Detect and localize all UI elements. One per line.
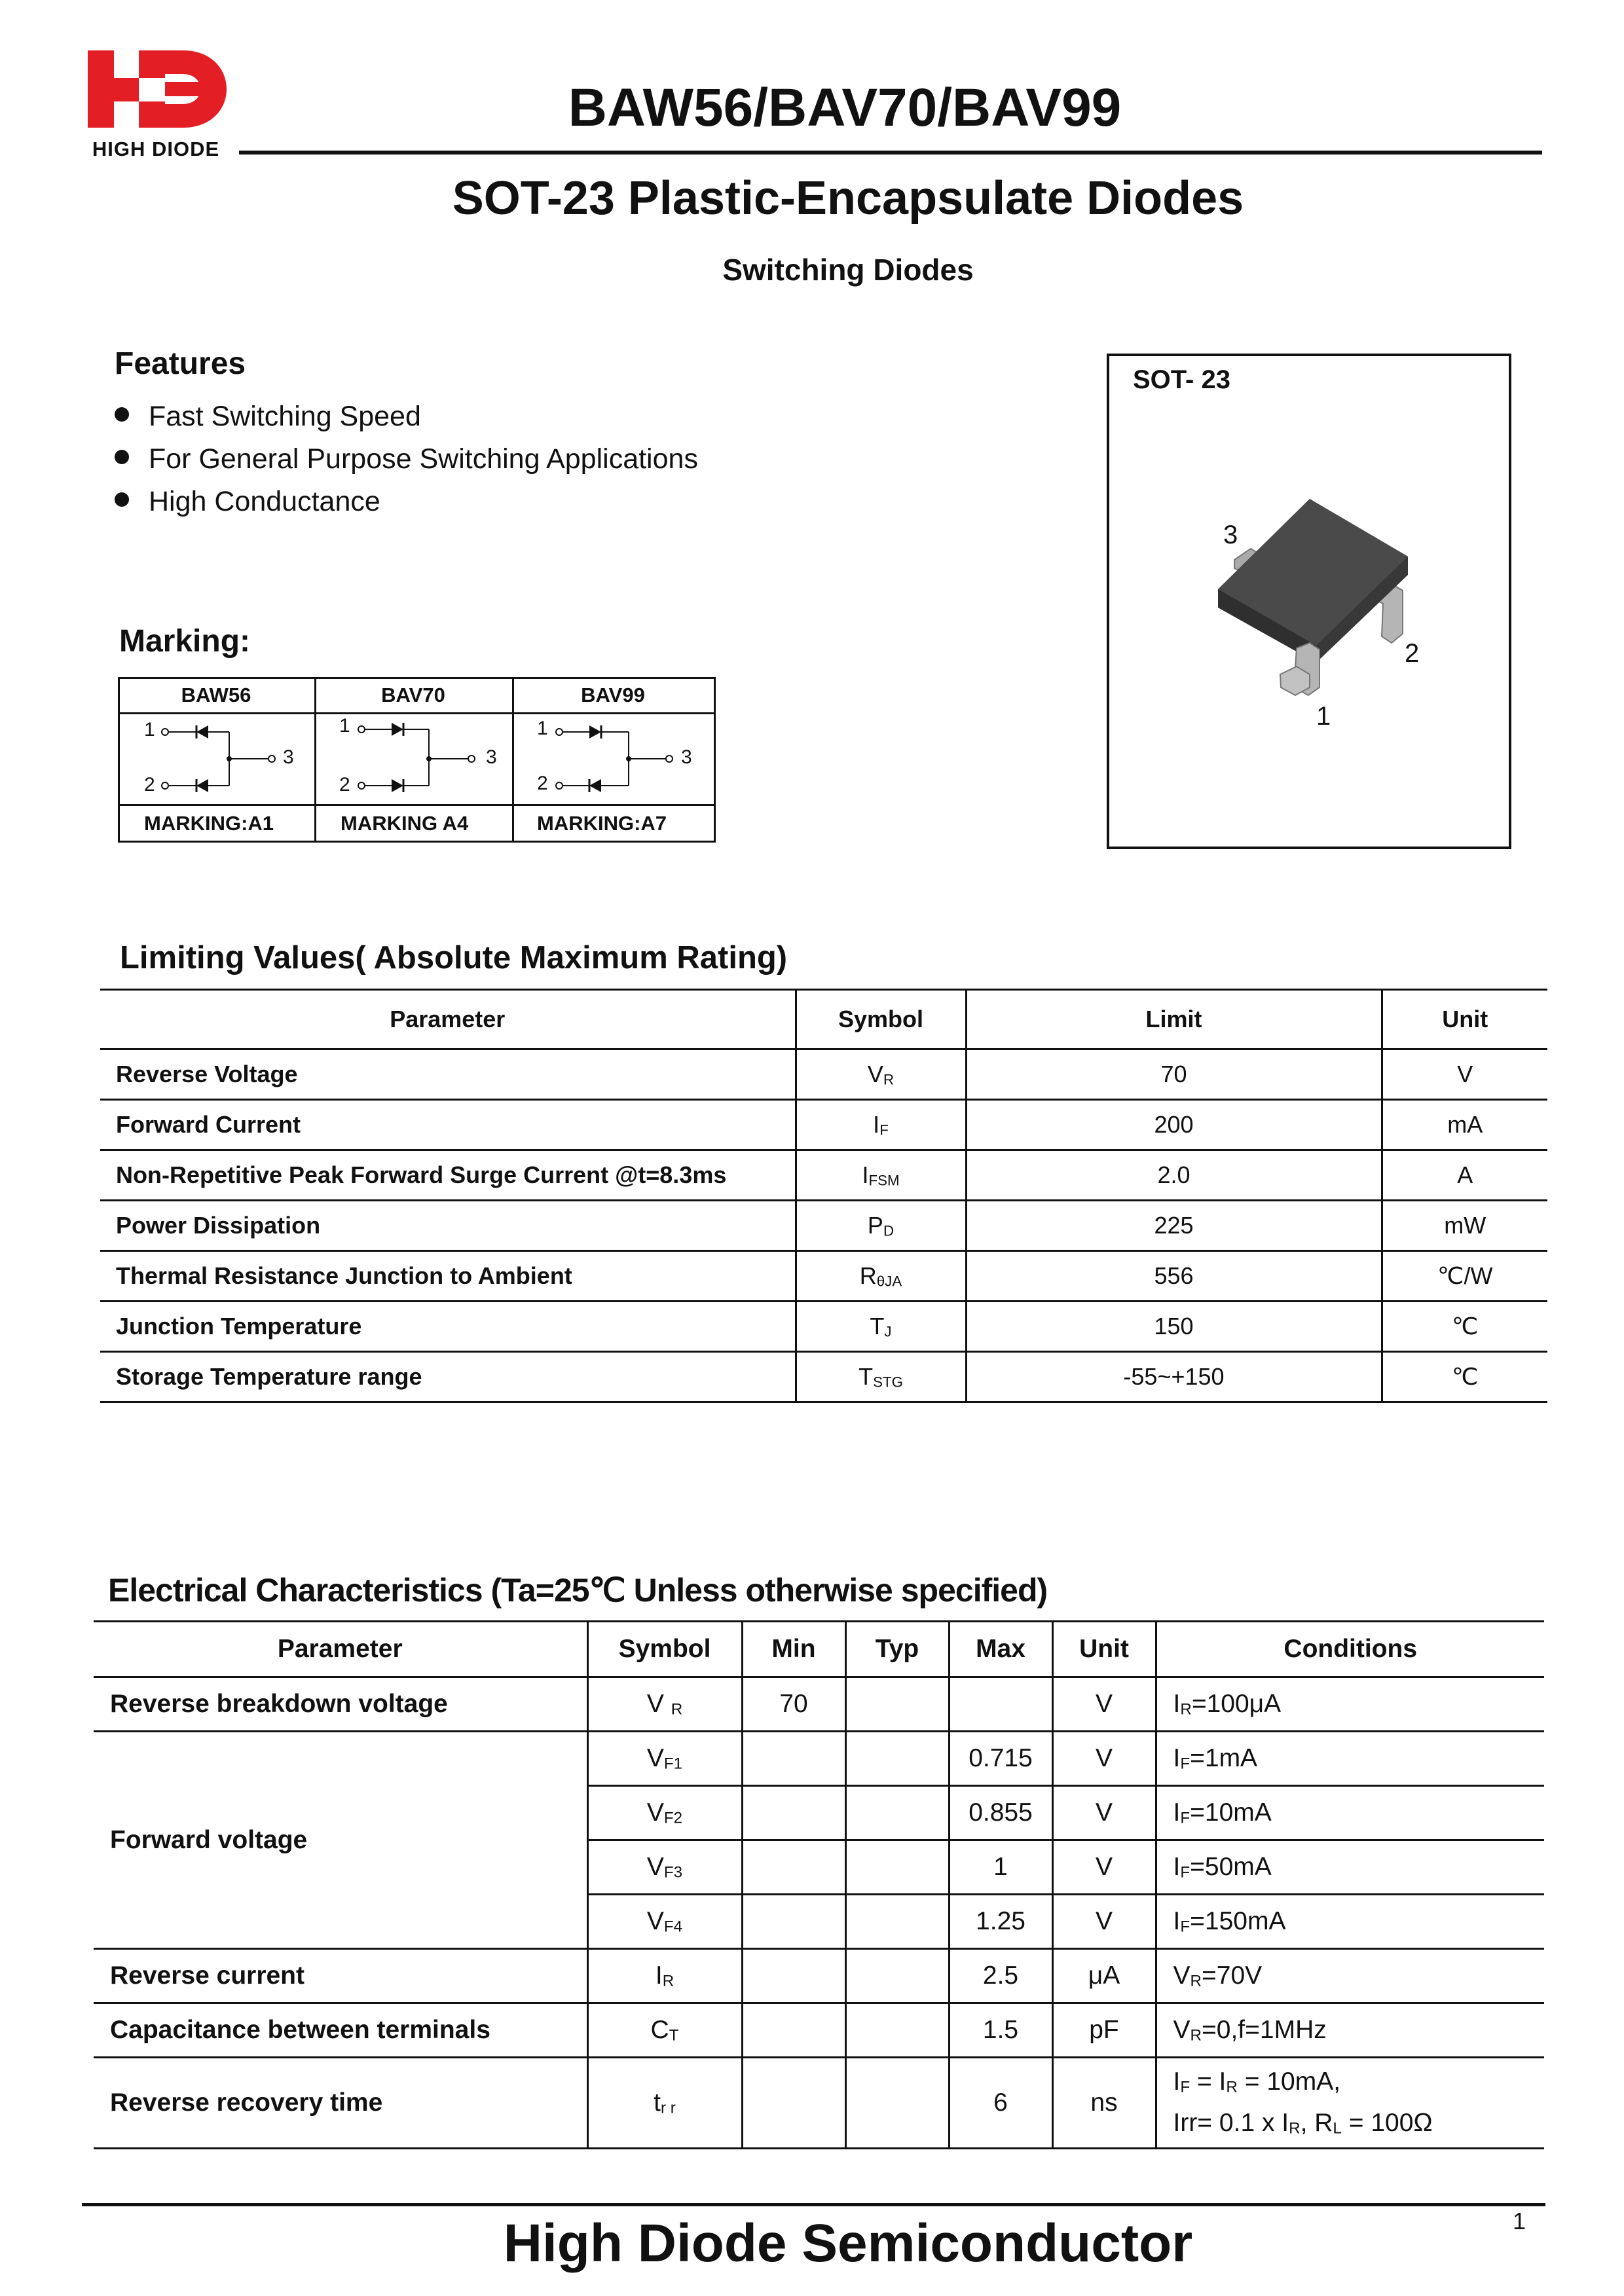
symbol-cell: $I_F$ (796, 1100, 966, 1150)
pin-label: 3 (681, 746, 692, 768)
marking-code: MARKING:A1 (144, 812, 274, 835)
document-category: Switching Diodes (722, 253, 974, 287)
symbol-cell: V $_R$ (587, 1677, 742, 1732)
document-title: BAW56/BAV70/BAV99 (568, 78, 1122, 137)
column-header: Unit (1052, 1622, 1156, 1677)
marking-col-header: BAV70 (381, 683, 445, 706)
footer-rule (82, 2203, 1545, 2206)
typ-cell (845, 1677, 949, 1732)
electrical-characteristics-table (94, 1620, 1544, 2149)
column-header: Symbol (587, 1622, 742, 1677)
limit-cell: 556 (966, 1251, 1382, 1302)
unit-cell: V (1382, 1049, 1547, 1100)
typ-cell (845, 1786, 949, 1840)
limit-cell: -55~+150 (966, 1352, 1382, 1402)
param-cell: Forward voltage (94, 1732, 587, 1949)
header-rule (239, 151, 1542, 155)
limit-cell: 150 (966, 1302, 1382, 1352)
max-cell: 1.5 (949, 2003, 1052, 2058)
table-row (100, 1352, 1547, 1402)
symbol-cell: $C_T$ (587, 2003, 742, 2058)
symbol-cell: $V_{F1}$ (587, 1732, 742, 1786)
limit-cell: 2.0 (966, 1150, 1382, 1201)
typ-cell (845, 1895, 949, 1949)
electrical-characteristics-heading: Electrical Characteristics (Ta=25℃ Unless otherwise specified) (108, 1572, 1048, 1609)
pin-label: 3 (1223, 520, 1238, 549)
condition-cell: $I_F=50mA$ (1156, 1840, 1544, 1895)
unit-cell: A (1382, 1150, 1547, 1201)
unit-cell: V (1052, 1840, 1156, 1895)
table-row (94, 1949, 1544, 2003)
param-cell: Junction Temperature (100, 1302, 796, 1352)
pin-label: 2 (1405, 639, 1420, 668)
limit-cell: 70 (966, 1049, 1382, 1100)
unit-cell: V (1052, 1732, 1156, 1786)
features-heading: Features (115, 346, 246, 381)
bullet-icon (115, 492, 129, 507)
pin-label: 3 (486, 746, 497, 768)
condition-cell: $I_R=100\mu A$ (1156, 1677, 1544, 1732)
param-cell: Reverse Voltage (100, 1049, 796, 1100)
param-cell: Capacitance between terminals (94, 2003, 587, 2058)
pin-label: 2 (144, 774, 155, 795)
table-row (100, 1100, 1547, 1150)
symbol-cell: $V_{F2}$ (587, 1786, 742, 1840)
pin-label: 3 (283, 746, 294, 768)
max-cell (949, 1677, 1052, 1732)
marking-heading: Marking: (119, 624, 251, 659)
symbol-cell: $R_{\theta JA}$ (796, 1251, 966, 1302)
table-row (94, 1677, 1544, 1732)
feature-item: High Conductance (115, 486, 380, 518)
limit-cell: 225 (966, 1201, 1382, 1251)
pin-label: 2 (339, 774, 350, 795)
unit-cell: V (1052, 1895, 1156, 1949)
logo-text: HIGH DIODE (92, 137, 220, 160)
max-cell: 2.5 (949, 1949, 1052, 2003)
table-row (100, 1150, 1547, 1201)
symbol-cell: $T_J$ (796, 1302, 966, 1352)
limiting-values-table (100, 989, 1547, 1403)
column-header: Max (949, 1622, 1052, 1677)
max-cell: 6 (949, 2058, 1052, 2149)
page-number: 1 (1513, 2208, 1526, 2234)
typ-cell (845, 1732, 949, 1786)
pin-label: 1 (339, 715, 350, 737)
min-cell (742, 2058, 845, 2149)
symbol-cell: $P_D$ (796, 1201, 966, 1251)
param-cell: Thermal Resistance Junction to Ambient (100, 1251, 796, 1302)
condition-line: $I_F = I_R = 10mA$, (1173, 2068, 1341, 2096)
param-cell: Reverse current (94, 1949, 587, 2003)
table-row (100, 1251, 1547, 1302)
bullet-icon (115, 407, 129, 422)
symbol-cell: $V_{F4}$ (587, 1895, 742, 1949)
bullet-icon (115, 450, 129, 464)
unit-cell: ns (1052, 2058, 1156, 2149)
column-header: Parameter (94, 1622, 587, 1677)
unit-cell: V (1052, 1786, 1156, 1840)
param-cell: Reverse recovery time (94, 2058, 587, 2149)
pin-label: 2 (537, 773, 548, 794)
param-cell: Reverse breakdown voltage (94, 1677, 587, 1732)
unit-cell: mA (1382, 1100, 1547, 1150)
feature-item: For General Purpose Switching Applications (115, 443, 698, 475)
condition-cell (1156, 2058, 1544, 2149)
symbol-cell: $I_{FSM}$ (796, 1150, 966, 1201)
min-cell: 70 (742, 1677, 845, 1732)
condition-cell: $V_R=70V$ (1156, 1949, 1544, 2003)
column-header: Conditions (1156, 1622, 1544, 1677)
column-header: Min (742, 1622, 845, 1677)
symbol-cell: $V_{F3}$ (587, 1840, 742, 1895)
unit-cell: ℃ (1382, 1302, 1547, 1352)
typ-cell (845, 2003, 949, 2058)
unit-cell: mW (1382, 1201, 1547, 1251)
symbol-cell: $T_{STG}$ (796, 1352, 966, 1402)
column-header: Typ (845, 1622, 949, 1677)
condition-cell: $I_F=1mA$ (1156, 1732, 1544, 1786)
max-cell: 0.715 (949, 1732, 1052, 1786)
pin-label: 1 (144, 719, 155, 740)
footer-company: High Diode Semiconductor (503, 2214, 1193, 2273)
table-row (94, 2058, 1544, 2149)
typ-cell (845, 1949, 949, 2003)
table-header-row (100, 990, 1547, 1049)
condition-cell: $I_F=150mA$ (1156, 1895, 1544, 1949)
max-cell: 0.855 (949, 1786, 1052, 1840)
param-cell: Non-Repetitive Peak Forward Surge Current @t=8.3ms (100, 1150, 796, 1201)
table-row (94, 2003, 1544, 2058)
marking-code: MARKING A4 (341, 812, 469, 835)
unit-cell: ℃ (1382, 1352, 1547, 1402)
min-cell (742, 1732, 845, 1786)
unit-cell: V (1052, 1677, 1156, 1732)
max-cell: 1 (949, 1840, 1052, 1895)
limit-cell: 200 (966, 1100, 1382, 1150)
table-row (100, 1049, 1547, 1100)
min-cell (742, 2003, 845, 2058)
param-cell: Power Dissipation (100, 1201, 796, 1251)
unit-cell: μA (1052, 1949, 1156, 2003)
unit-cell: ℃/W (1382, 1251, 1547, 1302)
pin-label: 1 (1316, 702, 1331, 731)
condition-line: Irr= 0.1 x $I_R$, $R_L = 100\Omega$ (1173, 2109, 1433, 2138)
document-subtitle: SOT-23 Plastic-Encapsulate Diodes (452, 172, 1244, 225)
symbol-cell: $I_R$ (587, 1949, 742, 2003)
condition-cell: $V_R=0,f=1MHz$ (1156, 2003, 1544, 2058)
table-header-row (94, 1622, 1544, 1677)
min-cell (742, 1895, 845, 1949)
unit-cell: pF (1052, 2003, 1156, 2058)
min-cell (742, 1840, 845, 1895)
column-header: Unit (1382, 990, 1547, 1049)
marking-col-header: BAV99 (581, 683, 645, 706)
marking-table (118, 677, 716, 843)
symbol-cell: $t_{r r}$ (587, 2058, 742, 2149)
column-header: Symbol (796, 990, 966, 1049)
package-title: SOT- 23 (1133, 365, 1230, 394)
table-row (100, 1302, 1547, 1352)
column-header: Limit (966, 990, 1382, 1049)
min-cell (742, 1786, 845, 1840)
param-cell: Storage Temperature range (100, 1352, 796, 1402)
column-header: Parameter (100, 990, 796, 1049)
marking-col-header: BAW56 (181, 683, 251, 706)
condition-cell: $I_F=10mA$ (1156, 1786, 1544, 1840)
limiting-values-heading: Limiting Values( Absolute Maximum Rating) (120, 940, 788, 975)
min-cell (742, 1949, 845, 2003)
typ-cell (845, 2058, 949, 2149)
symbol-cell: $V_R$ (796, 1049, 966, 1100)
param-cell: Forward Current (100, 1100, 796, 1150)
table-row (94, 1732, 1544, 1786)
marking-code: MARKING:A7 (537, 812, 667, 835)
typ-cell (845, 1840, 949, 1895)
pin-label: 1 (537, 718, 548, 739)
feature-item: Fast Switching Speed (115, 401, 421, 433)
table-row (100, 1201, 1547, 1251)
max-cell: 1.25 (949, 1895, 1052, 1949)
